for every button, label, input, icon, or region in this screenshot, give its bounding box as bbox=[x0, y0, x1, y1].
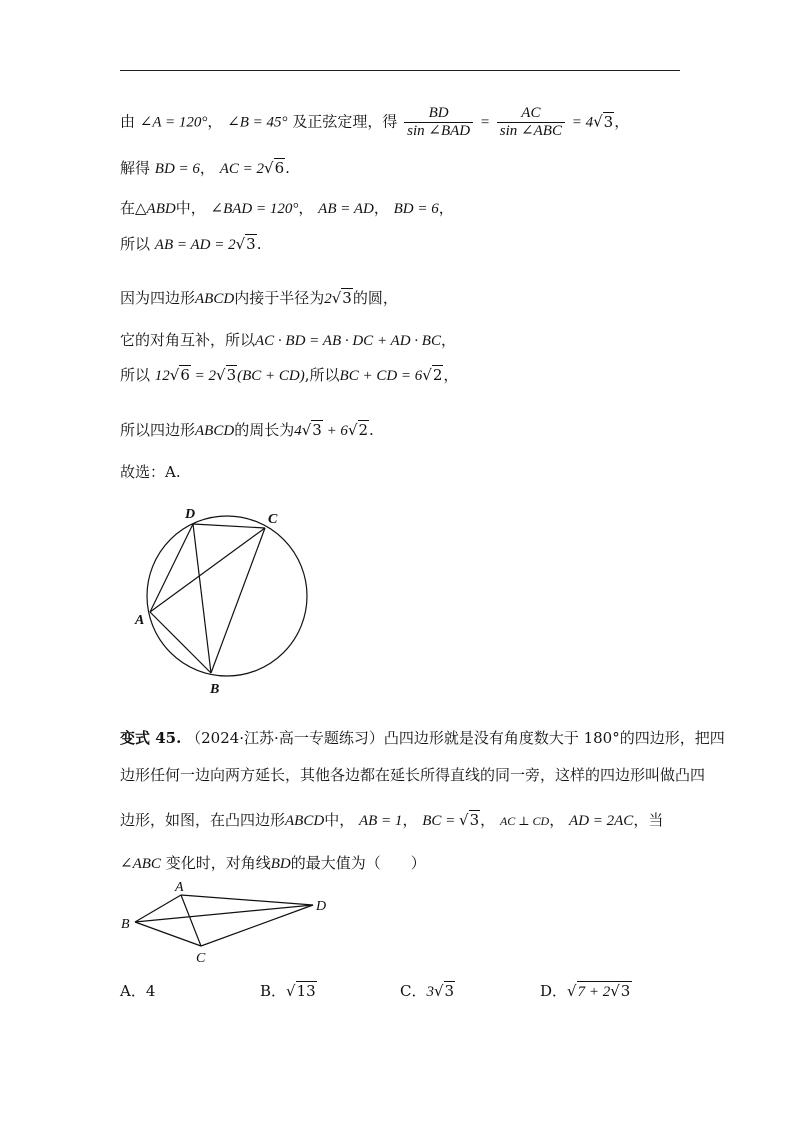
math: AB = AD bbox=[318, 201, 374, 217]
problem-source: （2024·江苏·高一专题练习） bbox=[186, 729, 384, 747]
text: ， bbox=[443, 366, 459, 384]
fraction-num: AC bbox=[497, 105, 565, 123]
option-a[interactable] bbox=[120, 980, 155, 1001]
text: ， bbox=[402, 811, 418, 829]
math: AC = 2 bbox=[219, 161, 265, 177]
fraction-num: BD bbox=[404, 105, 473, 123]
radicand: 2 bbox=[432, 366, 443, 384]
text: 因为四边形 bbox=[120, 289, 196, 307]
text: 边形，如图，在凸四边形 bbox=[120, 811, 286, 829]
text: 的周长为 bbox=[234, 421, 295, 439]
text: ， bbox=[207, 112, 223, 131]
text: ,所以 bbox=[304, 366, 340, 384]
option-label: B． bbox=[260, 982, 287, 1000]
text: ， bbox=[614, 112, 630, 131]
text: ， bbox=[373, 199, 389, 217]
text: 及正弦定理，得 bbox=[292, 112, 398, 131]
fraction-den: sin ∠ABC bbox=[499, 123, 562, 139]
problem-label: 变式 45. bbox=[120, 729, 182, 747]
text: ， bbox=[199, 159, 215, 177]
radicand: 3 bbox=[246, 235, 256, 253]
radicand: 3 bbox=[469, 811, 480, 829]
label-c: C bbox=[268, 512, 278, 527]
math: ABD bbox=[146, 201, 176, 217]
math: ABCD bbox=[195, 291, 235, 307]
segment-cb bbox=[135, 922, 201, 946]
label-a: A bbox=[175, 880, 184, 895]
text: 故选：A. bbox=[120, 463, 181, 481]
label-a: A bbox=[135, 613, 145, 628]
option-value: 4 bbox=[145, 982, 156, 1000]
solution-line-1: 由 ∠A = 120°， ∠B = 45° 及正弦定理，得 $\frac{BD}{\text{sin ∠BAD}}$ = $\frac{AC}{\text{sin ∠ABC}}$ = 4√3， bbox=[120, 105, 630, 139]
radicand: 3 bbox=[620, 982, 631, 1000]
math: AB = AD = 2 bbox=[154, 237, 236, 253]
text: 所以 bbox=[120, 366, 151, 384]
radicand: 6 bbox=[180, 366, 190, 384]
math: BC + CD = 6 bbox=[339, 368, 423, 384]
text: 由 bbox=[120, 112, 136, 131]
segment-bd bbox=[135, 905, 313, 922]
math: 12 bbox=[154, 368, 170, 384]
text: 内接于半径为 bbox=[234, 289, 325, 307]
radicand: 6 bbox=[274, 159, 285, 177]
text: 中， bbox=[324, 811, 355, 829]
segment-ad bbox=[181, 895, 313, 905]
math: ABCD bbox=[195, 423, 235, 439]
option-b[interactable]: B．√13 bbox=[260, 982, 316, 1000]
radicand: 3 bbox=[444, 982, 455, 1000]
problem-line-3: 边形，如图，在凸四边形ABCD中， AB = 1， BC = √3， AC ⊥ CD， AD = 2AC，当 bbox=[120, 811, 664, 829]
math: 7 + 2 bbox=[577, 984, 611, 1000]
math: BD = 6 bbox=[154, 161, 200, 177]
label-d: D bbox=[185, 507, 196, 522]
radicand: 3 bbox=[342, 289, 352, 307]
text: ， bbox=[438, 199, 454, 217]
text: 解得 bbox=[120, 159, 151, 177]
solution-line-5: 因为四边形ABCD内接于半径为2√3的圆， bbox=[120, 289, 398, 307]
math: + 6 bbox=[322, 423, 348, 439]
radicand: 3 bbox=[312, 421, 322, 439]
math: AC ⊥ CD bbox=[499, 814, 550, 828]
text: 的圆， bbox=[352, 289, 398, 307]
text: 它的对角互补，所以 bbox=[120, 331, 256, 349]
option-label: D． bbox=[540, 982, 568, 1000]
option-d[interactable]: D．√7 + 2√3 bbox=[540, 982, 631, 1000]
text: ， bbox=[298, 199, 314, 217]
angle-b: ∠B = 45° bbox=[227, 114, 288, 131]
text: 在△ bbox=[120, 199, 147, 217]
math: = 2 bbox=[190, 368, 217, 384]
option-label: C． bbox=[400, 982, 427, 1000]
text: ， bbox=[440, 331, 456, 349]
text: ， bbox=[480, 811, 496, 829]
text: ，当 bbox=[633, 811, 664, 829]
option-label: A． bbox=[120, 982, 146, 1000]
radicand: 3 bbox=[226, 366, 237, 384]
text: ， bbox=[549, 811, 565, 829]
text: 中， bbox=[175, 199, 206, 217]
math: BD bbox=[270, 856, 291, 872]
label-c: C bbox=[196, 951, 206, 966]
text: . bbox=[285, 159, 290, 177]
text: 的最大值为（ ） bbox=[290, 854, 426, 872]
math: ∠ABC bbox=[120, 856, 161, 872]
solution-line-2: 解得 BD = 6， AC = 2√6. bbox=[120, 159, 290, 177]
radicand: 3 bbox=[603, 112, 614, 131]
text: 凸四边形就是没有角度数大于 180°的四边形，把四 bbox=[383, 729, 725, 747]
math: BC = bbox=[422, 813, 460, 829]
solution-line-4: 所以 AB = AD = 2√3. bbox=[120, 235, 262, 253]
radicand: 13 bbox=[296, 982, 316, 1000]
text: . bbox=[369, 421, 374, 439]
label-b: B bbox=[210, 682, 220, 697]
solution-line-7: 所以 12√6 = 2√3(BC + CD),所以BC + CD = 6√2， bbox=[120, 366, 459, 384]
math: ABCD bbox=[285, 813, 325, 829]
angle-a: ∠A = 120° bbox=[139, 114, 208, 131]
math: (BC + CD) bbox=[237, 368, 305, 384]
segment-dc bbox=[201, 905, 313, 946]
label-d: D bbox=[316, 899, 327, 914]
segment-ac bbox=[181, 895, 201, 946]
text: 所以四边形 bbox=[120, 421, 196, 439]
text: 所以 bbox=[120, 235, 151, 253]
fraction-den: sin ∠BAD bbox=[407, 123, 471, 139]
text: . bbox=[256, 235, 262, 253]
math: AD = 2AC bbox=[569, 813, 634, 829]
math: 2 bbox=[324, 291, 332, 307]
text: 变化时，对角线 bbox=[165, 854, 271, 872]
label-b: B bbox=[121, 917, 130, 932]
text: 边形任何一边向两方延长，其他各边都在延长所得直线的同一旁，这样的四边形叫做凸四 bbox=[120, 766, 706, 784]
math: AC · BD = AB · DC + AD · BC bbox=[255, 333, 441, 349]
math: ∠BAD = 120° bbox=[210, 201, 299, 217]
math: 4 bbox=[294, 423, 302, 439]
math: BD = 6 bbox=[393, 201, 439, 217]
option-c[interactable]: C．3√3 bbox=[400, 982, 455, 1000]
solution-line-8: 所以四边形ABCD的周长为4√3 + 6√2. bbox=[120, 421, 374, 439]
math: = 4 bbox=[571, 114, 594, 131]
radicand: 2 bbox=[358, 421, 369, 439]
math: AB = 1 bbox=[358, 813, 403, 829]
math: 3 bbox=[426, 984, 434, 1000]
